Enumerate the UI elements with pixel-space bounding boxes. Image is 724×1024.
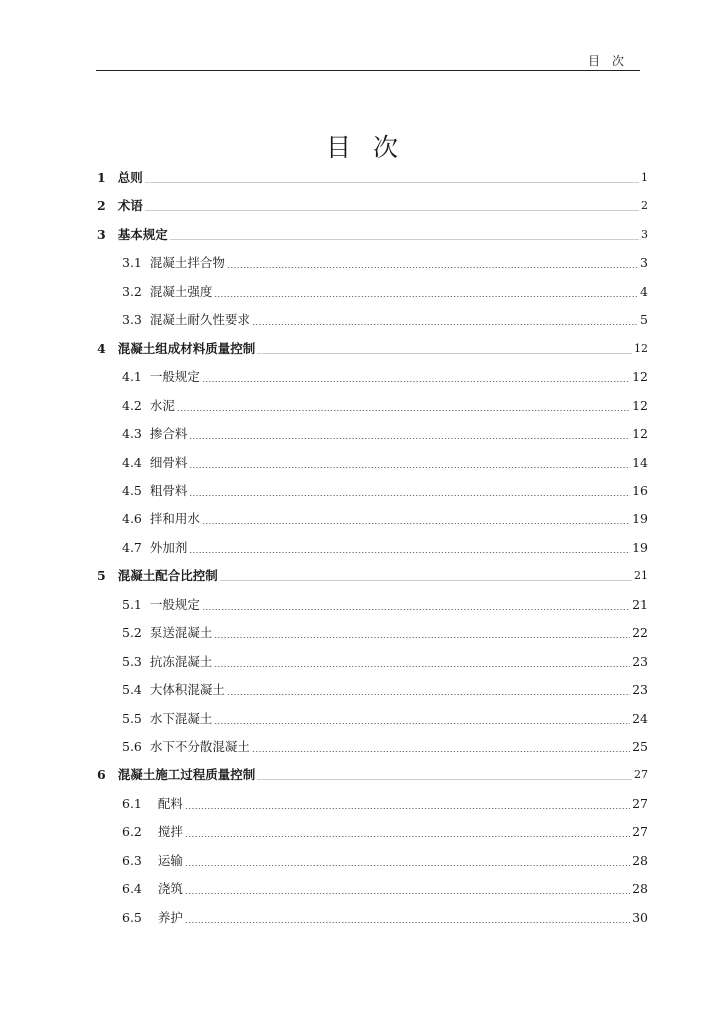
toc-entry-page-number: 12 (632, 369, 648, 385)
toc-entry-number: 4.6 (122, 511, 142, 527)
toc-entry-page-number: 23 (632, 682, 648, 698)
toc-entry-number: 3.1 (122, 255, 142, 271)
dot-leader (214, 637, 630, 638)
toc-section-entry[interactable] (122, 710, 648, 728)
toc-entry-number: 4.4 (122, 454, 142, 470)
toc-entry-number: 4.2 (122, 397, 142, 413)
toc-entry-page-number: 21 (632, 596, 648, 612)
toc-section-entry[interactable] (122, 368, 648, 386)
toc-chapter-entry[interactable] (97, 766, 648, 784)
toc-section-entry[interactable] (122, 852, 648, 870)
dot-leader (177, 410, 630, 411)
toc-entry-number: 6.4 (122, 881, 142, 897)
toc-entry-label: 总则 (117, 170, 143, 185)
toc-entry-page-number: 12 (632, 426, 648, 442)
toc-entry-label: 混凝土拌合物 (149, 255, 225, 271)
toc-entry-label: 泵送混凝土 (149, 625, 213, 641)
dot-leader (214, 666, 630, 667)
dot-leader (185, 893, 630, 894)
dot-leader (189, 552, 630, 553)
toc-section-entry[interactable] (122, 596, 648, 614)
toc-entry-label: 混凝土耐久性要求 (149, 312, 250, 328)
dot-leader (227, 267, 638, 268)
dot-leader (145, 182, 639, 183)
dot-leader (257, 353, 632, 354)
toc-entry-number: 4 (97, 340, 106, 356)
toc-entry-label: 细骨料 (149, 454, 188, 470)
toc-entry-page-number: 19 (632, 539, 648, 555)
toc-entry-label: 掺合料 (149, 426, 188, 442)
toc-section-entry[interactable] (122, 539, 648, 557)
toc-entry-label: 水下不分散混凝土 (149, 739, 250, 754)
toc-section-entry[interactable] (122, 482, 648, 500)
toc-entry-number: 4.3 (122, 426, 142, 442)
toc-entry-page-number: 4 (640, 283, 648, 299)
toc-section-entry[interactable] (122, 681, 648, 699)
dot-leader (202, 609, 630, 610)
toc-section-entry[interactable] (122, 909, 648, 927)
toc-entry-number: 4.5 (122, 482, 142, 498)
toc-entry-page-number: 23 (632, 653, 648, 669)
dot-leader (185, 865, 630, 866)
toc-entry-number: 5.6 (122, 739, 142, 754)
toc-entry-number: 5.1 (122, 596, 142, 612)
toc-chapter-entry[interactable] (97, 226, 648, 244)
toc-entry-label: 一般规定 (149, 369, 200, 385)
toc-entry-label: 混凝土强度 (149, 283, 213, 299)
toc-entry-label: 混凝土配合比控制 (117, 568, 218, 584)
toc-entry-label: 混凝土组成材料质量控制 (117, 340, 256, 356)
toc-entry-page-number: 30 (632, 909, 648, 925)
toc-entry-label: 拌和用水 (149, 511, 200, 527)
toc-entry-label: 外加剂 (149, 539, 188, 555)
toc-entry-number: 4.7 (122, 539, 142, 555)
running-header: 目次 (587, 54, 636, 68)
toc-entry-page-number: 22 (632, 625, 648, 641)
toc-section-entry[interactable] (122, 283, 648, 301)
toc-entry-page-number: 3 (641, 227, 648, 241)
toc-entry-page-number: 27 (632, 824, 648, 840)
toc-chapter-entry[interactable] (97, 169, 648, 187)
toc-section-entry[interactable] (122, 624, 648, 642)
toc-entry-number: 6.1 (122, 795, 142, 811)
toc-entry-page-number: 28 (632, 852, 648, 868)
toc-entry-page-number: 2 (641, 199, 648, 213)
toc-title: 目次 (325, 133, 420, 162)
dot-leader (252, 751, 630, 752)
toc-section-entry[interactable] (122, 454, 648, 472)
toc-entry-page-number: 21 (634, 569, 648, 583)
toc-entry-number: 5.5 (122, 710, 142, 726)
toc-entry-page-number: 1 (641, 171, 648, 184)
toc-entry-number: 1 (97, 170, 106, 185)
toc-entry-number: 5 (97, 568, 106, 584)
toc-chapter-entry[interactable] (97, 567, 648, 585)
dot-leader (214, 296, 638, 297)
toc-entry-page-number: 27 (634, 768, 648, 782)
toc-entry-label: 基本规定 (117, 226, 168, 242)
toc-entry-label: 一般规定 (149, 596, 200, 612)
dot-leader (214, 723, 630, 724)
toc-entry-page-number: 25 (632, 739, 648, 754)
toc-entry-page-number: 16 (632, 482, 648, 498)
toc-entry-number: 2 (97, 198, 106, 214)
dot-leader (185, 836, 630, 837)
dot-leader (189, 467, 630, 468)
toc-entry-number: 4.1 (122, 369, 142, 385)
toc-entry-number: 6 (97, 767, 106, 783)
dot-leader (185, 922, 630, 923)
toc-section-entry[interactable] (122, 880, 648, 898)
toc-entry-label: 养护 (157, 909, 183, 925)
toc-entry-page-number: 24 (632, 710, 648, 726)
dot-leader (145, 210, 639, 211)
toc-entry-label: 搅拌 (157, 824, 183, 840)
dot-leader (252, 324, 638, 325)
toc-entry-number: 6.5 (122, 909, 142, 925)
toc-entry-label: 浇筑 (157, 881, 183, 897)
toc-entry-number: 6.2 (122, 824, 142, 840)
toc-entry-page-number: 12 (632, 397, 648, 413)
toc-section-entry[interactable] (122, 738, 648, 756)
toc-entry-number: 5.4 (122, 682, 142, 698)
toc-entry-page-number: 19 (632, 511, 648, 527)
dot-leader (185, 808, 630, 809)
dot-leader (220, 580, 632, 581)
toc-entry-label: 抗冻混凝土 (149, 653, 213, 669)
toc-entry-number: 6.3 (122, 852, 142, 868)
dot-leader (257, 779, 632, 780)
toc-entry-page-number: 5 (640, 312, 648, 328)
toc-entry-page-number: 27 (632, 795, 648, 811)
toc-section-entry[interactable] (122, 795, 648, 813)
dot-leader (227, 694, 630, 695)
dot-leader (202, 523, 630, 524)
toc-section-entry[interactable] (122, 254, 648, 272)
toc-chapter-entry[interactable] (97, 340, 648, 358)
toc-entry-page-number: 3 (640, 255, 648, 271)
toc-section-entry[interactable] (122, 311, 648, 329)
toc-entry-label: 粗骨料 (149, 482, 188, 498)
toc-entry-label: 配料 (157, 795, 183, 811)
dot-leader (170, 239, 639, 240)
toc-chapter-entry[interactable] (97, 197, 648, 215)
dot-leader (202, 381, 630, 382)
dot-leader (189, 495, 630, 496)
toc-section-entry[interactable] (122, 397, 648, 415)
toc-entry-label: 术语 (117, 198, 143, 214)
toc-entry-page-number: 28 (632, 881, 648, 897)
toc-entry-number: 3 (97, 226, 106, 242)
toc-entry-label: 大体积混凝土 (149, 682, 225, 698)
toc-entry-number: 5.3 (122, 653, 142, 669)
toc-entry-label: 水下混凝土 (149, 710, 213, 726)
dot-leader (189, 438, 630, 439)
toc-section-entry[interactable] (122, 425, 648, 443)
toc-entry-number: 3.2 (122, 283, 142, 299)
toc-entry-label: 水泥 (149, 397, 175, 413)
toc-entry-label: 运输 (157, 852, 183, 868)
toc-entry-number: 5.2 (122, 625, 142, 641)
toc-section-entry[interactable] (122, 653, 648, 671)
toc-entry-label: 混凝土施工过程质量控制 (117, 767, 256, 783)
toc-section-entry[interactable] (122, 510, 648, 528)
toc-entry-number: 3.3 (122, 312, 142, 328)
toc-entry-page-number: 14 (632, 454, 648, 470)
header-rule (96, 70, 640, 71)
toc-entry-page-number: 12 (634, 341, 648, 355)
toc-section-entry[interactable] (122, 823, 648, 841)
